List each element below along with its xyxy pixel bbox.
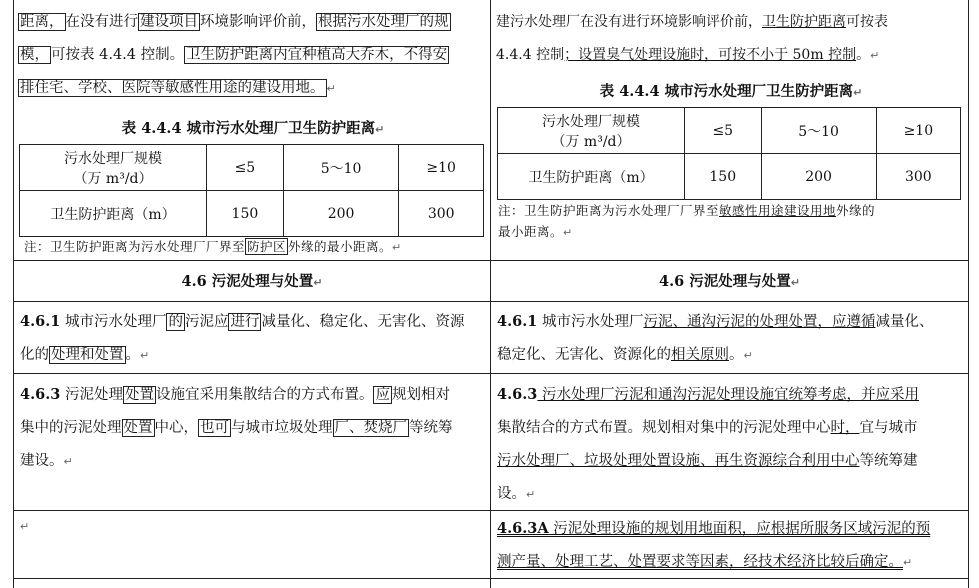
text-span: 污泥处理: [60, 387, 123, 403]
text-span: 城市污水处理厂: [60, 314, 167, 330]
table-cell: 150: [207, 191, 284, 237]
text-span: 中心，: [154, 420, 198, 436]
text-span: 城市污水处理厂: [537, 314, 644, 330]
section-heading-text: 4.6 污泥处理与处置: [659, 273, 791, 290]
table-cell: 5～10: [283, 145, 399, 191]
clause-paragraph: [497, 378, 965, 511]
left-empty-cell: [20, 515, 80, 534]
column-divider: [490, 0, 491, 588]
right-intro-cell: [496, 6, 966, 72]
note-text: 注：卫生防护距离为污水处理厂厂界至: [24, 239, 246, 254]
paragraph-mark: ↵: [743, 349, 753, 362]
table-cell: 150: [685, 154, 762, 200]
paragraph-mark: ↵: [392, 241, 402, 254]
text-span: 集中的污泥处理: [20, 420, 122, 436]
table-label: 污水处理厂规模: [64, 150, 162, 167]
clause-number: 4.6.3A: [497, 520, 549, 537]
left-intro-paragraph: [18, 6, 488, 105]
table-cell: ≥10: [876, 108, 960, 154]
outer-left-border: [13, 0, 14, 588]
paragraph-mark: ↵: [313, 276, 323, 289]
text-span: 卫生防护距离: [762, 14, 846, 30]
text-span: 测产量、处理工艺、处置要求等因素，经技术经济比较后确定。: [497, 554, 903, 570]
right-intro-paragraph: [496, 6, 966, 72]
clause-number: 4.6.3: [497, 386, 538, 403]
text-span: 污水处理厂污泥和通沟污泥处理设施宜统筹考虑，并应采用: [537, 387, 919, 403]
text-span: 相关原则: [671, 347, 729, 363]
note-text: 敏感性用途建设用地: [719, 203, 837, 218]
paragraph-mark: ↵: [853, 86, 863, 99]
table-cell: 200: [761, 154, 876, 200]
text-span: 处置: [124, 387, 154, 403]
right-clause-4-6-3a: [497, 512, 965, 579]
text-span: 处理和处置: [51, 347, 124, 363]
text-span: 规划相对: [391, 387, 450, 403]
right-clause-4-6-1: [497, 305, 965, 372]
section-heading-text: 4.6 污泥处理与处置: [181, 273, 314, 290]
row-divider-1: [13, 260, 969, 261]
right-clause-4-6-3: [497, 378, 965, 511]
paragraph-mark: ↵: [326, 82, 336, 95]
text-span: 排住宅、学校、医院等敏感性用途的建设用地。: [20, 80, 325, 96]
text-span: 的: [168, 314, 183, 330]
paragraph-mark: ↵: [20, 520, 30, 533]
clause-paragraph: [497, 305, 965, 372]
table-title-text: 表 4.4.4 城市污水处理厂卫生防护距离: [121, 120, 376, 137]
clause-number: 4.6.3: [20, 386, 61, 403]
text-span: 距离，: [20, 14, 64, 30]
clause-paragraph: [497, 512, 965, 579]
text-span: 处置设施、再生资源综合利用中心: [642, 453, 860, 469]
row-divider-2: [13, 301, 969, 302]
text-span: 可按表: [846, 14, 888, 30]
text-span: 污水处理厂、垃圾处理: [497, 453, 642, 469]
text-span: 设施宜采用集散结合的方式布置。: [155, 387, 374, 403]
paragraph-mark: ↵: [903, 556, 913, 569]
note-text: 外缘的: [836, 203, 876, 218]
table-cell: 200: [283, 191, 399, 237]
left-distance-table: [19, 144, 484, 237]
table-header-cell: [498, 108, 685, 154]
table-header-cell: [20, 145, 207, 191]
right-distance-table: [497, 107, 961, 200]
note-text: 外缘的最小距离。: [288, 239, 393, 254]
clause-number: 4.6.1: [497, 313, 538, 330]
text-span: 也可: [200, 420, 229, 436]
text-span: 污泥、通沟污泥的处理处置，应遵循: [643, 314, 876, 330]
text-span: 等统筹: [409, 420, 453, 436]
text-span: 。: [729, 347, 744, 363]
table-cell: ≥10: [399, 145, 484, 191]
paragraph-mark: ↵: [870, 49, 880, 62]
text-span: 4.4.4 控制: [496, 47, 565, 63]
text-span: 进行: [230, 314, 260, 330]
table-cell: ≤5: [685, 108, 762, 154]
table-cell: 300: [876, 154, 960, 200]
table-cell: 300: [399, 191, 484, 237]
text-span: 等统筹建: [859, 453, 918, 469]
outer-right-border: [968, 0, 969, 588]
left-table-title: [20, 117, 486, 138]
text-span: 可按表 4.4.4 控制。: [51, 47, 185, 63]
text-span: 建污水处理厂在没有进行环境影响评价前，: [496, 14, 762, 30]
left-clause-4-6-1: [20, 305, 488, 372]
text-span: 模，: [20, 47, 49, 63]
text-span: 化的: [20, 347, 49, 363]
table-label: （万 m³/d）: [551, 133, 631, 150]
table-cell: 5～10: [761, 108, 876, 154]
table-cell: ≤5: [207, 145, 284, 191]
paragraph-mark: ↵: [790, 276, 800, 289]
text-span: 在没有进行: [65, 14, 138, 30]
text-span: 污泥应: [184, 314, 229, 330]
table-header-cell: 卫生防护距离（m）: [20, 191, 207, 237]
text-span: 减量化、: [875, 314, 934, 330]
clause-number: 4.6.1: [20, 313, 61, 330]
paragraph-mark: ↵: [63, 455, 73, 468]
text-span: 根据污水处理厂的规: [318, 14, 449, 30]
text-span: 与城市垃圾处理: [231, 420, 333, 436]
clause-paragraph: [20, 378, 488, 478]
text-span: 建设。: [20, 453, 64, 469]
right-table-title: [498, 80, 964, 101]
left-clause-4-6-3: [20, 378, 488, 478]
table-label: 污水处理厂规模: [542, 113, 640, 130]
table-title-text: 表 4.4.4 城市污水处理厂卫生防护距离: [599, 83, 854, 100]
left-table-note: [24, 236, 490, 258]
paragraph-mark: ↵: [140, 349, 150, 362]
text-span: 应: [375, 387, 390, 403]
text-span: 稳定化、无害化、资源化的: [497, 347, 671, 363]
row-divider-3: [13, 373, 969, 374]
text-span: 减量化、稳定化、无害化、资源: [261, 314, 465, 330]
text-span: 宜与城市: [859, 420, 918, 436]
left-intro-cell: [18, 6, 488, 105]
note-text: 防护区: [247, 239, 287, 254]
text-span: 集散结合的方式布置。规划相对集中的污泥处理中心: [497, 420, 831, 436]
right-section-heading: [491, 270, 968, 291]
text-span: 。: [125, 347, 140, 363]
note-text: 注：卫生防护距离为污水处理厂厂界至: [498, 203, 720, 218]
paragraph-mark: ↵: [563, 226, 573, 239]
text-span: ；设置臭气处理设施时，可按不小于 50m 控制: [564, 47, 857, 63]
text-span: 时，: [830, 420, 860, 436]
text-span: 。: [856, 47, 871, 63]
right-table-note: [498, 200, 966, 243]
text-span: 厂、焚烧厂: [334, 420, 407, 436]
left-section-heading: [14, 270, 490, 291]
paragraph-mark: ↵: [375, 123, 385, 136]
note-text: 最小距离。: [498, 224, 564, 239]
text-span: 卫生防护距离内宜种植高大乔木，不得安: [186, 47, 448, 63]
text-span: 处置: [123, 420, 153, 436]
text-span: 环境影响评价前，: [200, 14, 316, 30]
paragraph-mark: ↵: [526, 488, 536, 501]
clause-paragraph: [20, 305, 488, 372]
table-label: （万 m³/d）: [73, 170, 153, 187]
text-span: 设。: [497, 486, 526, 502]
table-header-cell: 卫生防护距离（m）: [498, 154, 685, 200]
text-span: 污泥处理设施的规划用地面积，应根据所服务区域污泥的预: [548, 521, 931, 537]
text-span: 建设项目: [140, 14, 198, 30]
